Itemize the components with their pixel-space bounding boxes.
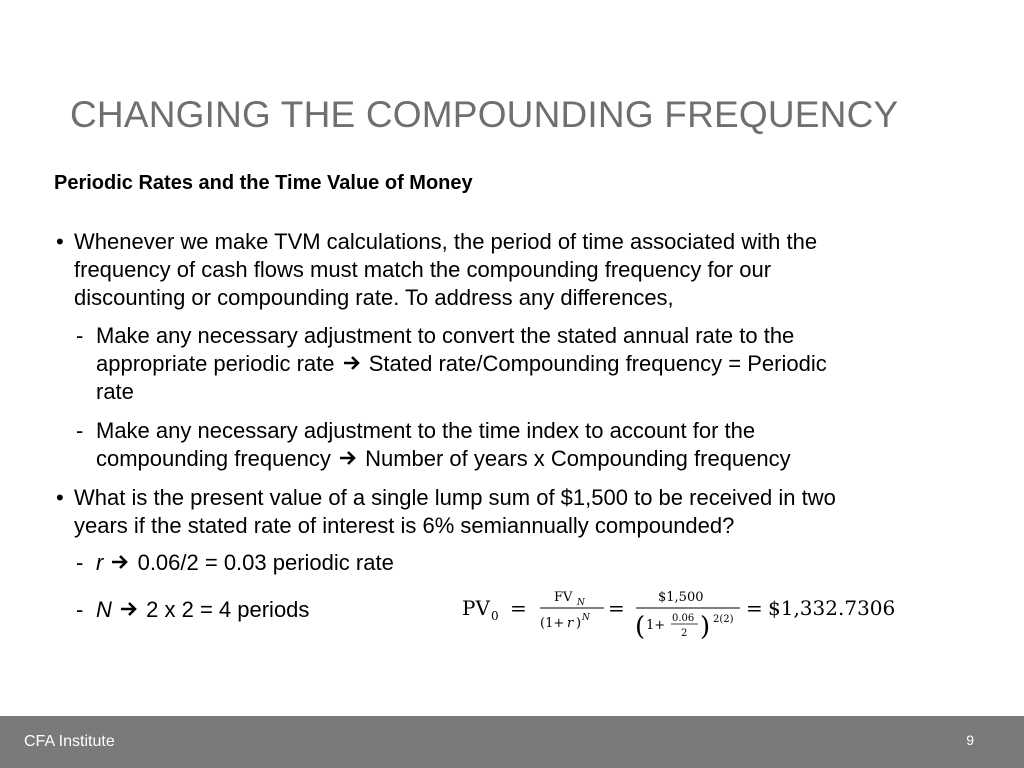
formula-num2: $1,500 bbox=[658, 590, 704, 605]
formula-equals: = bbox=[746, 596, 763, 620]
page-number: 9 bbox=[966, 732, 974, 748]
periods-line bbox=[96, 596, 309, 623]
formula-den-r: r bbox=[567, 616, 574, 631]
footer-bar bbox=[0, 716, 1024, 768]
periods-variable: N bbox=[96, 597, 112, 622]
dash-marker: - bbox=[76, 323, 84, 348]
formula-paren-open: ( bbox=[635, 612, 646, 642]
formula-fv-sub: N bbox=[577, 598, 585, 608]
right-arrow-icon bbox=[109, 553, 131, 571]
formula-equals: = bbox=[510, 596, 527, 620]
formula-fv: FV bbox=[554, 590, 573, 605]
sub2-line1: Make any necessary adjustment to the time index to account for the bbox=[96, 418, 756, 443]
formula-pv-sub: 0 bbox=[491, 609, 499, 623]
bullet2-line1: What is the present value of a single lump sum of $1,500 to be received in two bbox=[74, 485, 836, 510]
dash-marker: - bbox=[76, 597, 84, 622]
formula-den-exp: N bbox=[582, 613, 590, 623]
formula-rate: 0.06 bbox=[672, 613, 695, 624]
formula-paren-close: ) bbox=[700, 612, 711, 642]
right-arrow-icon bbox=[341, 354, 363, 372]
bullet-marker: • bbox=[56, 229, 64, 254]
dash-marker: - bbox=[76, 550, 84, 575]
sub1-line3: rate bbox=[96, 379, 134, 404]
formula-freq: 2 bbox=[681, 628, 688, 639]
sub2-line2-before: compounding frequency bbox=[96, 446, 331, 471]
bullet2-line2: years if the stated rate of interest is 6% semiannually compounded? bbox=[74, 513, 735, 538]
slide-subtitle: Periodic Rates and the Time Value of Money bbox=[54, 172, 473, 194]
sub2-line2-after: Number of years x Compounding frequency bbox=[365, 446, 791, 471]
formula-one-plus: 1+ bbox=[646, 618, 666, 633]
rate-line bbox=[96, 549, 394, 576]
sub2-line2 bbox=[96, 445, 791, 472]
footer-brand: CFA Institute bbox=[24, 733, 115, 750]
bullet1-line1: Whenever we make TVM calculations, the period of time associated with the bbox=[74, 229, 818, 254]
rate-variable: r bbox=[96, 550, 104, 575]
formula-pv: PV bbox=[462, 596, 490, 620]
formula-equals: = bbox=[608, 596, 625, 620]
right-arrow-icon bbox=[118, 600, 140, 618]
slide-title: CHANGING THE COMPOUNDING FREQUENCY bbox=[70, 94, 899, 135]
sub1-line2 bbox=[96, 350, 827, 377]
formula-result: $1,332.7306 bbox=[768, 596, 896, 620]
bullet1-line2: frequency of cash flows must match the compounding frequency for our bbox=[74, 257, 772, 282]
sub1-line2-before: appropriate periodic rate bbox=[96, 351, 335, 376]
formula-den-open: (1+ bbox=[540, 616, 565, 631]
formula-exp2: 2(2) bbox=[713, 614, 734, 625]
rate-text: 0.06/2 = 0.03 periodic rate bbox=[137, 550, 394, 575]
bullet-marker: • bbox=[56, 485, 64, 510]
dash-marker: - bbox=[76, 418, 84, 443]
bullet1-line3: discounting or compounding rate. To address any differences, bbox=[74, 285, 674, 310]
sub1-line1: Make any necessary adjustment to convert the stated annual rate to the bbox=[96, 323, 795, 348]
formula-den-close: ) bbox=[576, 616, 582, 631]
pv-formula bbox=[462, 584, 922, 648]
right-arrow-icon bbox=[337, 449, 359, 467]
periods-text: 2 x 2 = 4 periods bbox=[146, 597, 310, 622]
sub1-line2-after: Stated rate/Compounding frequency = Periodic bbox=[368, 351, 827, 376]
